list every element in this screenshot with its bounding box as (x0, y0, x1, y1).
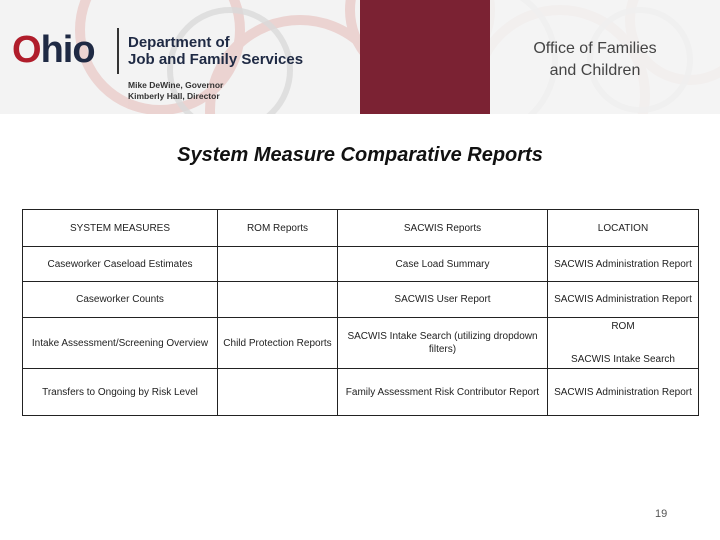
cell-location: SACWIS Administration Report (548, 282, 699, 318)
department-line2: Job and Family Services (128, 51, 304, 68)
header-location: LOCATION (548, 210, 699, 247)
cell-measure: Caseworker Counts (23, 282, 218, 318)
cell-sacwis: SACWIS User Report (338, 282, 548, 318)
table-row (23, 282, 699, 318)
department-line1: Department of (128, 34, 230, 51)
officials (128, 80, 223, 102)
cell-location (548, 318, 699, 369)
cell-measure: Transfers to Ongoing by Risk Level (23, 369, 218, 416)
location-intake-search: SACWIS Intake Search (571, 354, 675, 365)
department-name (128, 34, 303, 68)
header-rom-reports: ROM Reports (218, 210, 338, 247)
cell-measure: Intake Assessment/Screening Overview (23, 318, 218, 369)
cell-rom (218, 247, 338, 282)
location-split (551, 320, 695, 366)
page-title: System Measure Comparative Reports (177, 144, 543, 166)
cell-measure: Caseworker Caseload Estimates (23, 247, 218, 282)
header-system-measures: SYSTEM MEASURES (23, 210, 218, 247)
cell-sacwis: Family Assessment Risk Contributor Report (338, 369, 548, 416)
banner-stripe (360, 0, 490, 114)
logo-divider (117, 28, 119, 74)
cell-rom (218, 282, 338, 318)
table-row (23, 318, 699, 369)
governor-name: Mike DeWine, Governor (128, 80, 224, 90)
page-number: 19 (655, 508, 668, 520)
cell-location: SACWIS Administration Report (548, 369, 699, 416)
logo-hio: hio (40, 29, 95, 71)
header-banner (0, 0, 720, 114)
cell-sacwis: Case Load Summary (338, 247, 548, 282)
table-row (23, 369, 699, 416)
logo-o: O (12, 29, 41, 71)
office-name (500, 38, 690, 82)
location-rom: ROM (611, 321, 635, 332)
office-line2: and Children (549, 62, 641, 79)
cell-rom: Child Protection Reports (218, 318, 338, 369)
cell-location: SACWIS Administration Report (548, 247, 699, 282)
measures-table (22, 209, 699, 416)
table-row (23, 247, 699, 282)
ohio-logo (12, 30, 95, 70)
table-header-row (23, 210, 699, 247)
cell-sacwis: SACWIS Intake Search (utilizing dropdown filters) (338, 318, 548, 369)
director-name: Kimberly Hall, Director (128, 91, 220, 101)
cell-rom (218, 369, 338, 416)
office-line1: Office of Families (533, 40, 657, 57)
header-sacwis-reports: SACWIS Reports (338, 210, 548, 247)
